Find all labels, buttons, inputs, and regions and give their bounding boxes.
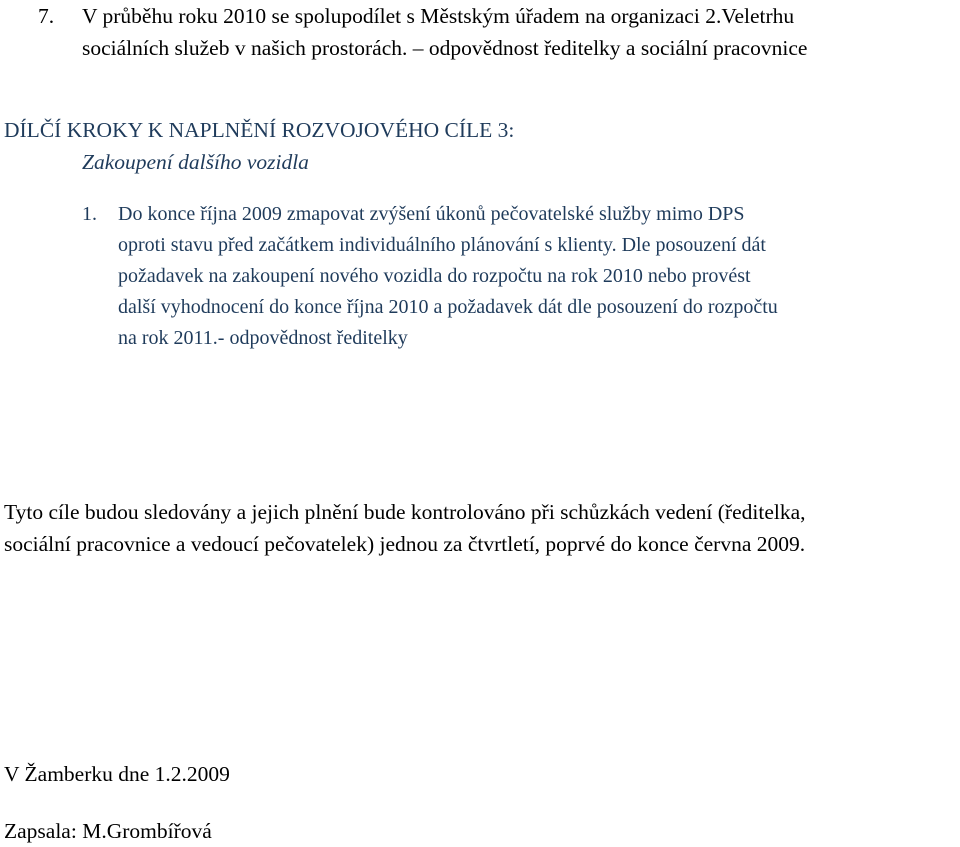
goal-heading [0,114,960,178]
monitoring-line: Tyto cíle budou sledovány a jejich plnění bude kontrolováno při schůzkách vedení (ředitelka, [4,500,806,524]
step-line: Do konce října 2009 zmapovat zvýšení úkonů pečovatelské služby mimo DPS [118,203,745,225]
step-item [82,199,778,354]
step-line: požadavek na zakoupení nového vozidla do rozpočtu na rok 2010 nebo provést [118,265,751,287]
step-number: 1. [82,203,97,225]
monitoring-paragraph [4,496,960,560]
monitoring-line: sociální pracovnice a vedoucí pečovatelek) jednou za čtvrtletí, poprvé do konce června 2009. [4,532,806,556]
intro-item-line: V průběhu roku 2010 se spolupodílet s Městským úřadem na organizaci 2.Veletrhu [82,4,795,28]
step-text [118,199,778,354]
step-line: na rok 2011.- odpovědnost ředitelky [118,327,408,349]
step-line: oproti stavu před začátkem individuálního plánování s klienty. Dle posouzení dát [118,234,766,256]
footer-author: Zapsala: M.Grombířová [4,819,212,843]
intro-item-text [82,0,807,64]
intro-item-number: 7. [38,4,55,28]
footer-place-date: V Žamberku dne 1.2.2009 [4,762,230,786]
goal-title: DÍLČÍ KROKY K NAPLNĚNÍ ROZVOJOVÉHO CÍLE 3: [4,118,515,142]
step-line: další vyhodnocení do konce října 2010 a požadavek dát dle posouzení do rozpočtu [118,296,778,318]
goal-subtitle: Zakoupení dalšího vozidla [82,150,309,174]
intro-item-body [38,0,807,64]
intro-item-line: sociálních služeb v našich prostorách. – odpovědnost ředitelky a sociální pracovnice [82,36,808,60]
